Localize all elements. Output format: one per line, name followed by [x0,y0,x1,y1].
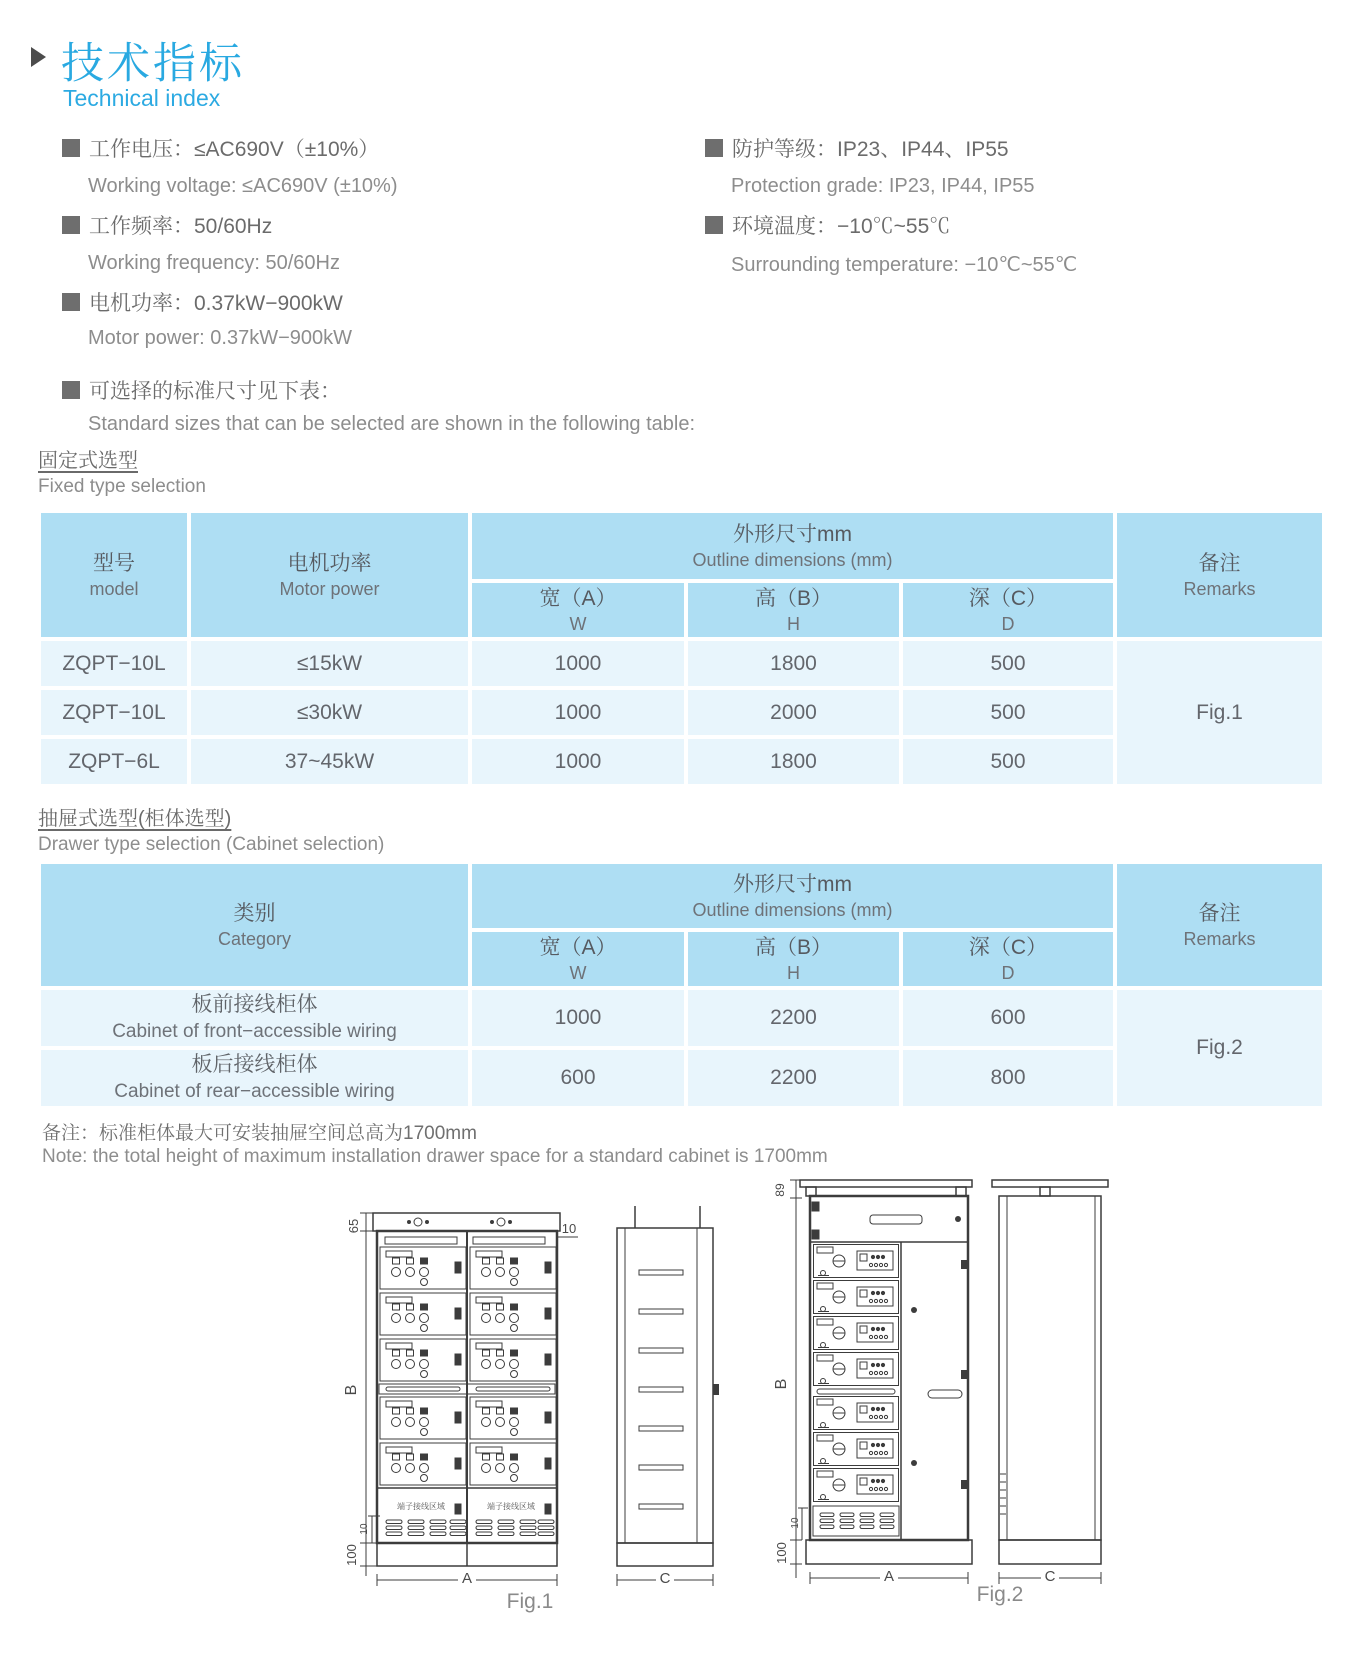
header-label-en: model [89,579,139,599]
cell-width: 1000 [470,688,686,737]
fig1-terminal-label: 端子接线区域 [397,1502,445,1511]
header-label-zh: 类别 [233,901,276,925]
fig1-dim-10: 10 [359,1523,370,1535]
fig1-front-view [340,1192,600,1592]
page-title: 技术指标 [61,40,245,88]
header-label-zh: 外形尺寸mm [733,872,852,896]
fig1-dim-65: 65 [346,1218,361,1234]
fig2-dim-89: 89 [773,1183,787,1197]
spec-text: 可选择的标准尺寸见下表： [89,380,341,403]
col-header-depth [901,930,1115,988]
spec-motor-power-zh [62,287,343,317]
page-subtitle: Technical index [63,85,221,111]
col-header-outline-dimensions [470,862,1115,930]
fixed-section-label-zh: 固定式选型 [38,450,138,472]
spec-working-voltage-zh [62,133,379,163]
fig2-dim-A: A [883,1568,895,1585]
header-label-en: Outline dimensions (mm) [692,900,893,920]
fig2-door [911,1260,967,1489]
spec-protection-grade-en: Protection grade: IP23, IP44, IP55 [731,175,1035,197]
spec-table-intro-zh [62,375,341,405]
fig1-dim-100: 100 [344,1544,359,1566]
header-label-zh: 外形尺寸mm [733,522,852,546]
cell-power: ≤30kW [189,688,470,737]
bullet-square-icon [62,381,80,399]
cell-height: 2000 [686,688,901,737]
header-label-en: D [1001,614,1015,634]
header-label-en: Motor power [279,579,380,599]
fig1-caption: Fig.1 [506,1590,554,1613]
drawer-section-label-zh: 抽屉式选型(柜体选型) [38,808,232,830]
header-label-zh: 电机功率 [287,551,372,575]
spec-text: 工作电压：≤AC690V（±10%） [89,138,380,161]
header-label-en: W [569,963,587,983]
col-header-remarks [1115,862,1324,988]
fig2-drawer-stack [814,1245,899,1502]
cell-width: 1000 [470,988,686,1048]
spec-working-frequency-en: Working frequency: 50/60Hz [88,252,340,274]
cell-power: 37~45kW [189,737,470,786]
bullet-square-icon [62,216,80,234]
header-label-zh: 高（B） [754,935,832,959]
cell-category [39,988,470,1048]
note-zh: 备注：标准柜体最大可安装抽屉空间总高为1700mm [42,1123,477,1144]
header-label-en: Remarks [1183,929,1256,949]
fig1-cap-markers [408,1218,512,1226]
fixed-type-table [37,509,1326,788]
note-en: Note: the total height of maximum installation drawer space for a standard cabinet is 1700mm [42,1146,828,1167]
cell-power: ≤15kW [189,639,470,688]
col-header-outline-dimensions [470,511,1115,581]
header-label-en: Remarks [1183,579,1256,599]
col-header-depth [901,581,1115,639]
header-label-zh: 宽（A） [539,935,617,959]
cell-category [39,1048,470,1108]
cell-remark-fig2: Fig.2 [1115,988,1324,1108]
cell-model: ZQPT−10L [39,639,189,688]
header-label-en: W [569,614,587,634]
header-label-en: Outline dimensions (mm) [692,550,893,570]
fig2-caption: Fig.2 [976,1583,1024,1606]
header-label-zh: 深（C） [968,935,1048,959]
fig2-side-view-drawing [985,1174,1120,1594]
header-label-zh: 高（B） [754,586,832,610]
drawer-section-label-en: Drawer type selection (Cabinet selection) [38,834,385,855]
cell-height: 2200 [686,988,901,1048]
spec-working-voltage-en: Working voltage: ≤AC690V (±10%) [88,175,398,197]
cell-depth: 600 [901,988,1115,1048]
col-header-category [39,862,470,988]
cell-height: 1800 [686,639,901,688]
fig2-dim-100: 100 [774,1542,789,1564]
section-arrow-icon [31,47,46,67]
cell-remark-fig1: Fig.1 [1115,639,1324,786]
drawer-type-table [37,860,1326,1110]
fig2-front-view [762,1174,1012,1594]
cell-depth: 500 [901,639,1115,688]
bullet-square-icon [62,293,80,311]
cell-model: ZQPT−10L [39,688,189,737]
bullet-square-icon [705,216,723,234]
fig1-dim-10-top: 10 [561,1221,577,1236]
category-zh: 板前接线柜体 [191,993,318,1017]
fig2-dim-10: 10 [790,1517,801,1529]
table-row [39,639,1324,688]
fig1-side-view [592,1192,732,1592]
header-label-en: H [787,614,800,634]
spec-table-intro-en: Standard sizes that can be selected are shown in the following table: [88,413,696,435]
spec-text: 电机功率：0.37kW−900kW [89,292,343,315]
table-row [39,988,1324,1048]
category-en: Cabinet of rear−accessible wiring [114,1080,395,1102]
spec-text: 环境温度：−10℃~55℃ [732,215,951,238]
fig2-side-view [985,1174,1120,1594]
col-header-remarks [1115,511,1324,639]
cell-height: 2200 [686,1048,901,1108]
cell-depth: 800 [901,1048,1115,1108]
col-header-width [470,581,686,639]
fig1-terminal-label: 端子接线区域 [487,1502,535,1511]
fig1-side-view-drawing [592,1192,732,1592]
spec-ambient-temperature-en: Surrounding temperature: −10℃~55℃ [731,254,1078,276]
fixed-section-label-en: Fixed type selection [38,476,206,497]
bullet-square-icon [62,139,80,157]
cell-width: 1000 [470,639,686,688]
fig1-dim-B: B [343,1384,360,1396]
header-label-en: Category [217,929,292,949]
cell-width: 1000 [470,737,686,786]
bullet-square-icon [705,139,723,157]
category-en: Cabinet of front−accessible wiring [112,1020,397,1042]
col-header-height [686,581,901,639]
header-label-zh: 备注 [1198,901,1241,925]
fig2-dim-C: C [1044,1568,1056,1585]
spec-ambient-temperature-zh [705,210,950,240]
fig2-front-view-drawing [762,1174,1012,1594]
header-label-zh: 宽（A） [539,586,617,610]
cell-height: 1800 [686,737,901,786]
spec-working-frequency-zh [62,210,272,240]
spec-protection-grade-zh [705,133,1009,163]
fig2-side-hatch [1000,1474,1006,1514]
spec-motor-power-en: Motor power: 0.37kW−900kW [88,327,352,349]
col-header-height [686,930,901,988]
category-zh: 板后接线柜体 [191,1053,318,1077]
col-header-motor-power [189,511,470,639]
spec-text: 工作频率：50/60Hz [89,215,273,238]
cell-depth: 500 [901,737,1115,786]
fig1-dim-C: C [659,1570,671,1587]
header-label-en: H [787,963,800,983]
header-label-en: D [1001,963,1015,983]
spec-text: 防护等级：IP23、IP44、IP55 [732,138,1009,161]
cell-model: ZQPT−6L [39,737,189,786]
cell-width: 600 [470,1048,686,1108]
fig1-dim-A: A [461,1570,473,1587]
header-label-zh: 型号 [93,551,135,575]
header-label-zh: 备注 [1198,551,1241,575]
col-header-model [39,511,189,639]
header-label-zh: 深（C） [968,586,1048,610]
col-header-width [470,930,686,988]
fig2-dim-B: B [773,1378,790,1390]
fig1-front-view-drawing [340,1192,600,1592]
fig1-side-shelves [639,1270,683,1509]
cell-depth: 500 [901,688,1115,737]
